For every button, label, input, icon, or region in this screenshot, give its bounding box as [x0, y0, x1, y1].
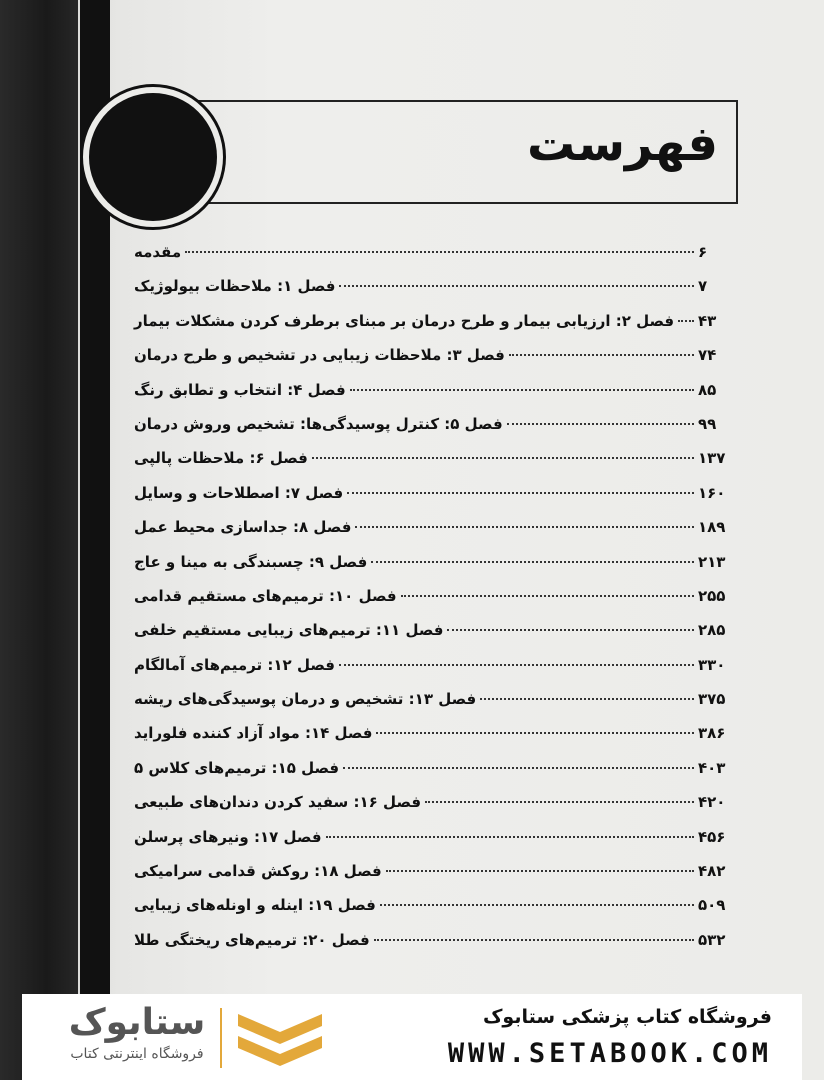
toc-entry-label: مقدمه [134, 243, 182, 261]
toc-leader-dots [386, 870, 694, 872]
table-of-contents [128, 243, 740, 965]
toc-entry-page: ۷۴ [698, 346, 717, 365]
toc-entry-label: فصل ۶: ملاحظات پالپی [134, 449, 308, 468]
toc-entry [128, 828, 740, 862]
toc-entry [128, 724, 740, 758]
toc-entry-label: فصل ۹: چسبندگی به مینا و عاج [134, 552, 368, 571]
toc-entry-label: فصل ۱۵: ترمیم‌های کلاس ۵ [134, 758, 340, 777]
toc-entry-label: فصل ۱۰: ترمیم‌های مستقیم قدامی [134, 586, 397, 605]
toc-entry-label: فصل ۱۸: روکش قدامی سرامیکی [134, 862, 382, 881]
toc-entry-page: ۹۹ [698, 414, 717, 433]
toc-leader-dots [339, 664, 694, 666]
toc-leader-dots [380, 904, 694, 906]
store-logo-word: ستابوک [68, 1002, 206, 1043]
toc-entry-page: ۳۸۶ [698, 724, 726, 743]
toc-leader-dots [447, 629, 694, 631]
toc-entry [128, 449, 740, 483]
toc-leader-dots [507, 423, 694, 425]
toc-entry [128, 862, 740, 896]
toc-entry-label: فصل ۱۹: اینله و اونله‌های زیبایی [134, 896, 376, 915]
toc-entry-page: ۲۵۵ [698, 586, 726, 605]
store-name: فروشگاه کتاب پزشکی ستابوک [482, 1006, 772, 1028]
toc-entry-label: فصل ۵: کنترل پوسیدگی‌ها: تشخیص وروش درمان [134, 414, 503, 433]
toc-entry [128, 656, 740, 690]
toc-entry-label: فصل ۱۴: مواد آزاد کننده فلوراید [134, 724, 373, 743]
toc-entry-page: ۵۳۲ [698, 930, 726, 949]
toc-entry [128, 896, 740, 930]
toc-entry-label: فصل ۴: انتخاب و تطابق رنگ [134, 380, 346, 399]
toc-entry-page: ۸۵ [698, 380, 717, 399]
toc-leader-dots [425, 801, 694, 803]
toc-entry-page: ۶ [698, 243, 708, 261]
toc-entry [128, 690, 740, 724]
toc-entry-page: ۵۰۹ [698, 896, 726, 915]
toc-entry-page: ۴۸۲ [698, 862, 726, 881]
toc-entry-page: ۴۰۳ [698, 758, 726, 777]
toc-leader-dots [678, 320, 694, 322]
toc-entry-page: ۳۷۵ [698, 690, 726, 709]
toc-leader-dots [371, 561, 694, 563]
toc-entry-page: ۱۳۷ [698, 449, 726, 468]
toc-entry [128, 484, 740, 518]
toc-leader-dots [401, 595, 694, 597]
toc-leader-dots [376, 732, 694, 734]
toc-entry-label: فصل ۱۱: ترمیم‌های زیبایی مستقیم خلفی [134, 621, 444, 640]
toc-entry-label: فصل ۱۶: سفید کردن دندان‌های طبیعی [134, 793, 422, 812]
toc-entry-page: ۱۸۹ [698, 518, 726, 537]
toc-leader-dots [509, 354, 694, 356]
toc-leader-dots [347, 492, 694, 494]
toc-entry [128, 931, 740, 965]
toc-entry [128, 793, 740, 827]
toc-entry [128, 587, 740, 621]
toc-entry-label: فصل ۲: ارزیابی بیمار و طرح درمان بر مبنای برطرف کردن مشکلات بیمار [134, 311, 675, 330]
toc-entry [128, 277, 740, 311]
toc-leader-dots [374, 939, 694, 941]
toc-entry-label: فصل ۱۷: ونیرهای پرسلن [134, 827, 322, 846]
toc-leader-dots [350, 389, 694, 391]
toc-entry-label: فصل ۱۳: تشخیص و درمان پوسیدگی‌های ریشه [134, 690, 477, 709]
toc-entry-page: ۱۶۰ [698, 483, 726, 502]
toc-leader-dots [312, 457, 694, 459]
toc-entry [128, 243, 740, 277]
toc-leader-dots [343, 767, 694, 769]
toc-entry-page: ۲۱۳ [698, 552, 726, 571]
toc-entry-label: فصل ۳: ملاحظات زیبایی در تشخیص و طرح درمان [134, 346, 505, 365]
toc-entry [128, 621, 740, 655]
toc-entry-label: فصل ۲۰: ترمیم‌های ریختگی طلا [134, 930, 370, 949]
toc-entry-page: ۴۵۶ [698, 827, 726, 846]
book-chevron-logo-icon [238, 1014, 322, 1068]
decorative-circle [89, 93, 217, 221]
toc-entry [128, 346, 740, 380]
toc-leader-dots [480, 698, 694, 700]
toc-entry-label: فصل ۷: اصطلاحات و وسایل [134, 483, 344, 502]
toc-entry-page: ۴۲۰ [698, 793, 726, 812]
toc-entry [128, 518, 740, 552]
store-url[interactable]: WWW.SETABOOK.COM [447, 1038, 772, 1069]
toc-entry [128, 553, 740, 587]
toc-entry-label: فصل ۱: ملاحظات بیولوژیک [134, 277, 336, 296]
toc-entry-label: فصل ۱۲: ترمیم‌های آمالگام [134, 655, 335, 674]
toc-entry-page: ۲۸۵ [698, 621, 726, 640]
toc-entry [128, 312, 740, 346]
store-logo-subtitle: فروشگاه اینترنتی کتاب [70, 1046, 204, 1062]
toc-leader-dots [355, 526, 694, 528]
toc-leader-dots [326, 836, 694, 838]
toc-leader-dots [185, 251, 694, 253]
page-title: فهرست [527, 116, 718, 172]
toc-entry [128, 759, 740, 793]
book-spine [0, 0, 78, 1080]
toc-entry [128, 381, 740, 415]
toc-entry-label: فصل ۸: جداسازی محیط عمل [134, 518, 352, 537]
toc-entry-page: ۴۳ [698, 311, 717, 330]
title-box [148, 100, 738, 204]
toc-entry-page: ۳۳۰ [698, 655, 726, 674]
toc-leader-dots [339, 285, 694, 287]
store-banner [22, 994, 802, 1080]
logo-divider [220, 1008, 222, 1068]
toc-entry [128, 415, 740, 449]
toc-entry-page: ۷ [698, 277, 708, 296]
